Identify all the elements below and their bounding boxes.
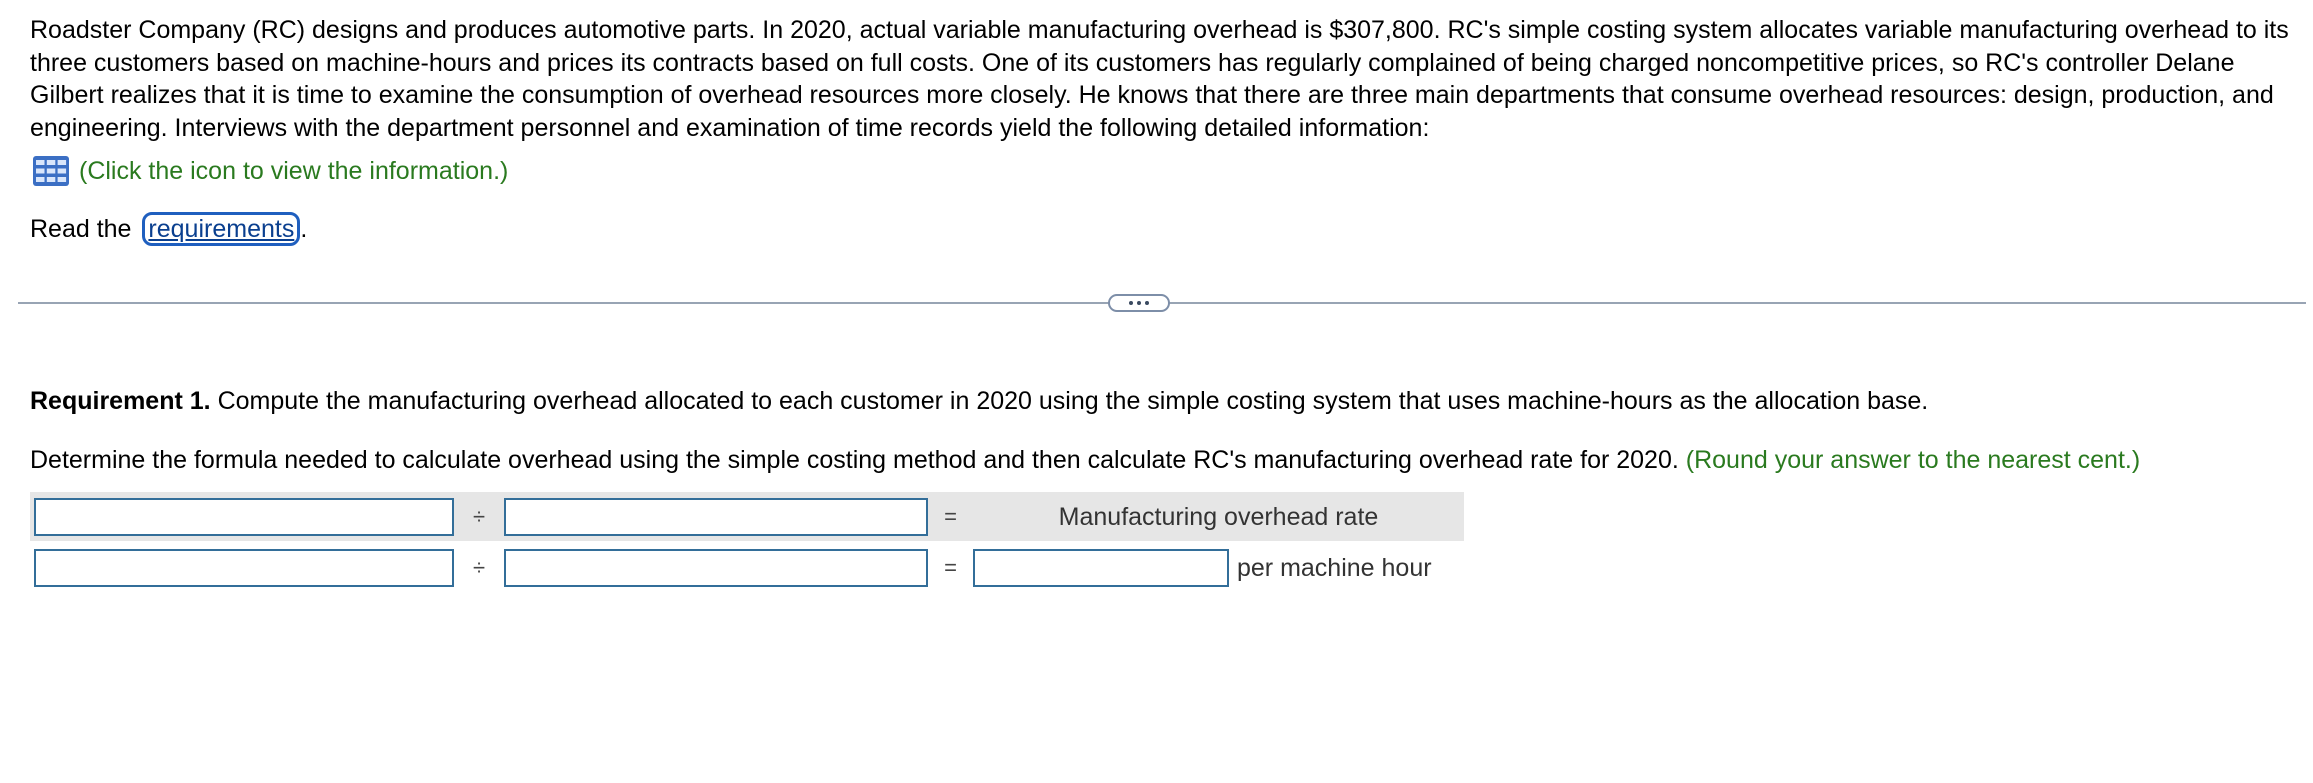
- view-information-link[interactable]: [33, 154, 508, 188]
- formula-instructions: [30, 443, 2140, 477]
- read-prefix: Read the: [30, 215, 132, 243]
- divide-symbol: ÷: [472, 504, 486, 529]
- view-information-text[interactable]: (Click the icon to view the information.): [79, 156, 509, 185]
- divide-symbol: ÷: [472, 555, 486, 580]
- equals-symbol: =: [944, 555, 957, 580]
- intro-paragraph: Roadster Company (RC) designs and produces automotive parts. In 2020, actual variable manufacturing overhead is $307,800. RC's simple costing system allocates variable manufacturing overhead to its three customers based on machine-hours and prices its contracts based on full costs. One of its customers has regularly complained of being charged noncompetitive prices, so RC's controller Delane Gilbert realizes that it is time to examine the consumption of overhead resources more closely. He knows that there are three main departments that consume overhead resources: design, production, and engineering. Interviews with the department personnel and examination of time records yield the following detailed information:: [30, 16, 2289, 142]
- per-machine-hour-label: per machine hour: [1237, 554, 1432, 582]
- requirement-heading: [30, 384, 1928, 418]
- overhead-rate-input[interactable]: [973, 549, 1229, 587]
- formula-calculation-row: [30, 543, 1464, 592]
- ellipsis-dot-icon: [1145, 301, 1149, 305]
- requirement-label: Requirement 1.: [30, 387, 211, 415]
- read-suffix: .: [300, 215, 308, 243]
- machine-hours-input[interactable]: [504, 549, 928, 587]
- formula-numerator-select[interactable]: [34, 498, 454, 536]
- formula-header-row: [30, 492, 1464, 541]
- ellipsis-dot-icon: [1137, 301, 1141, 305]
- overhead-amount-input[interactable]: [34, 549, 454, 587]
- instructions-text: Determine the formula needed to calculate overhead using the simple costing method and then calculate RC's manufacturing overhead rate for 2020.: [30, 446, 1679, 474]
- requirement-text: Compute the manufacturing overhead allocated to each customer in 2020 using the simple costing system that uses machine-hours as the allocation base.: [217, 387, 1929, 415]
- rounding-hint: (Round your answer to the nearest cent.): [1685, 446, 2141, 474]
- requirements-link[interactable]: requirements: [142, 212, 300, 246]
- ellipsis-dot-icon: [1129, 301, 1133, 305]
- equals-symbol: =: [944, 504, 957, 529]
- overhead-rate-label: Manufacturing overhead rate: [1058, 503, 1379, 531]
- read-requirements-line: [30, 212, 307, 246]
- data-table-icon[interactable]: [33, 156, 69, 186]
- expand-more-button[interactable]: [1108, 294, 1170, 312]
- formula-denominator-select[interactable]: [504, 498, 928, 536]
